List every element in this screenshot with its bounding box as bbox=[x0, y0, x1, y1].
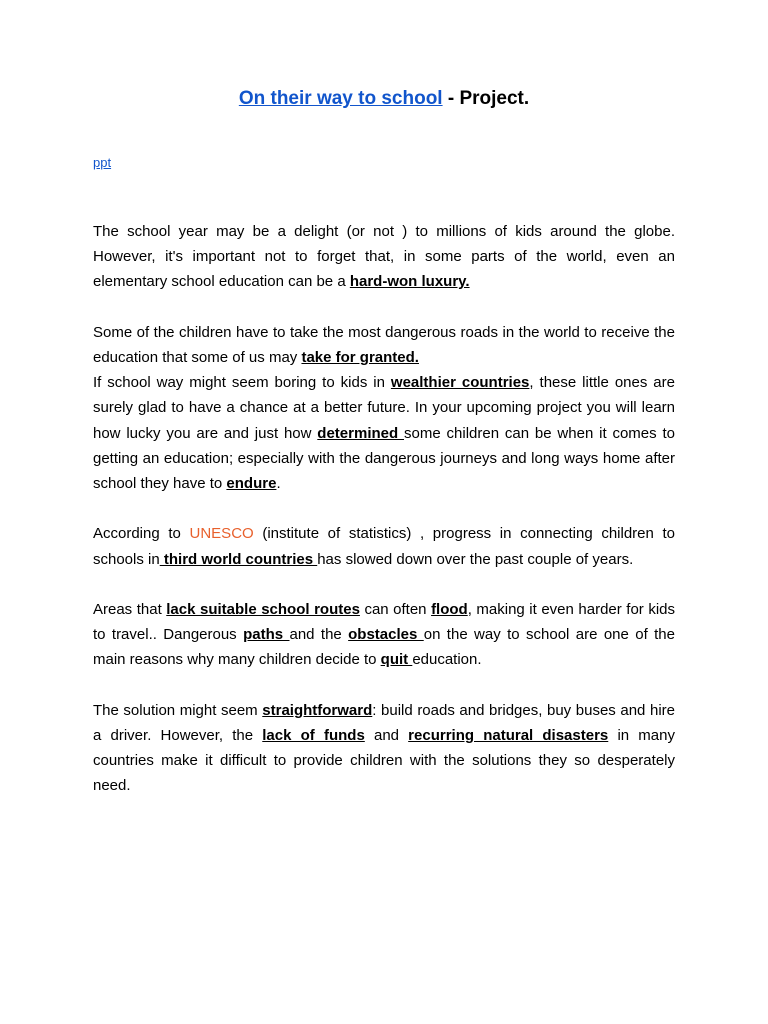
page-title bbox=[0, 86, 768, 112]
title-suffix: - Project. bbox=[442, 88, 530, 109]
text-span: education. bbox=[412, 651, 482, 669]
paragraph-gap bbox=[93, 496, 675, 521]
text-span: The solution might seem bbox=[93, 701, 263, 719]
text-span: : build roads and bridges, buy buses and hire a driver. However, the bbox=[93, 701, 675, 744]
keyword-straightforward: straightforward bbox=[262, 701, 373, 719]
text-span: Some of the children have to take the most dangerous roads in the world to receive the education that some of us may bbox=[93, 323, 675, 366]
keyword-take-for-granted: take for granted. bbox=[301, 349, 419, 366]
organization-name: UNESCO bbox=[189, 525, 254, 543]
keyword-lack-of-funds: lack of funds bbox=[262, 727, 365, 744]
paragraph-gap bbox=[93, 295, 675, 320]
keyword-flood: flood bbox=[431, 601, 468, 618]
keyword-paths: paths bbox=[243, 626, 290, 644]
text-span: (institute of statistics) , progress in connecting children to schools in bbox=[93, 525, 676, 568]
keyword-determined: determined bbox=[317, 424, 404, 442]
paragraph-4 bbox=[93, 521, 675, 571]
document-body bbox=[93, 219, 675, 799]
text-span: and bbox=[364, 727, 409, 744]
text-span: has slowed down over the past couple of years. bbox=[317, 550, 634, 568]
text-span: in many countries make it difficult to provide children with the solutions they so desperately need. bbox=[93, 727, 675, 795]
text-span: can often bbox=[359, 601, 432, 618]
keyword-hard-won-luxury: hard-won luxury. bbox=[349, 273, 470, 291]
text-span: . bbox=[276, 475, 281, 493]
text-span: The school year may be a delight (or not ) to millions of kids around the globe. However, it's important not to forget that, in some parts of the world, even an elementary school education can be a bbox=[93, 223, 675, 291]
text-span: , these little ones are surely glad to have a chance at a better future. In your upcoming project you will learn how lucky you are and just how bbox=[93, 374, 675, 442]
keyword-quit: quit bbox=[380, 651, 413, 669]
paragraph-5 bbox=[93, 597, 675, 673]
keyword-endure: endure bbox=[226, 475, 277, 493]
text-span: If school way might seem boring to kids in bbox=[93, 374, 391, 392]
text-span: According to bbox=[93, 525, 190, 543]
keyword-obstacles: obstacles bbox=[348, 626, 424, 644]
paragraph-3 bbox=[93, 370, 675, 496]
text-span: , making it even harder for kids to travel.. Dangerous bbox=[93, 601, 675, 644]
paragraph-1 bbox=[93, 219, 675, 295]
text-span: and the bbox=[289, 626, 349, 644]
paragraph-gap bbox=[93, 673, 675, 698]
keyword-wealthier-countries: wealthier countries bbox=[390, 374, 530, 392]
keyword-recurring-natural-disasters: recurring natural disasters bbox=[408, 727, 609, 744]
text-span: Areas that bbox=[93, 601, 167, 618]
keyword-lack-suitable-school-routes: lack suitable school routes bbox=[166, 601, 360, 618]
keyword-third-world-countries: third world countries bbox=[159, 550, 318, 568]
paragraph-2 bbox=[93, 320, 675, 370]
paragraph-6 bbox=[93, 698, 675, 799]
paragraph-gap bbox=[93, 572, 675, 597]
text-span: some children can be when it comes to getting an education; especially with the dangerous journeys and long ways home after school they have to bbox=[93, 424, 675, 493]
title-link[interactable]: On their way to school bbox=[238, 88, 443, 109]
text-span: on the way to school are one of the main reasons why many children decide to bbox=[93, 626, 675, 669]
ppt-link[interactable]: ppt bbox=[93, 155, 112, 170]
